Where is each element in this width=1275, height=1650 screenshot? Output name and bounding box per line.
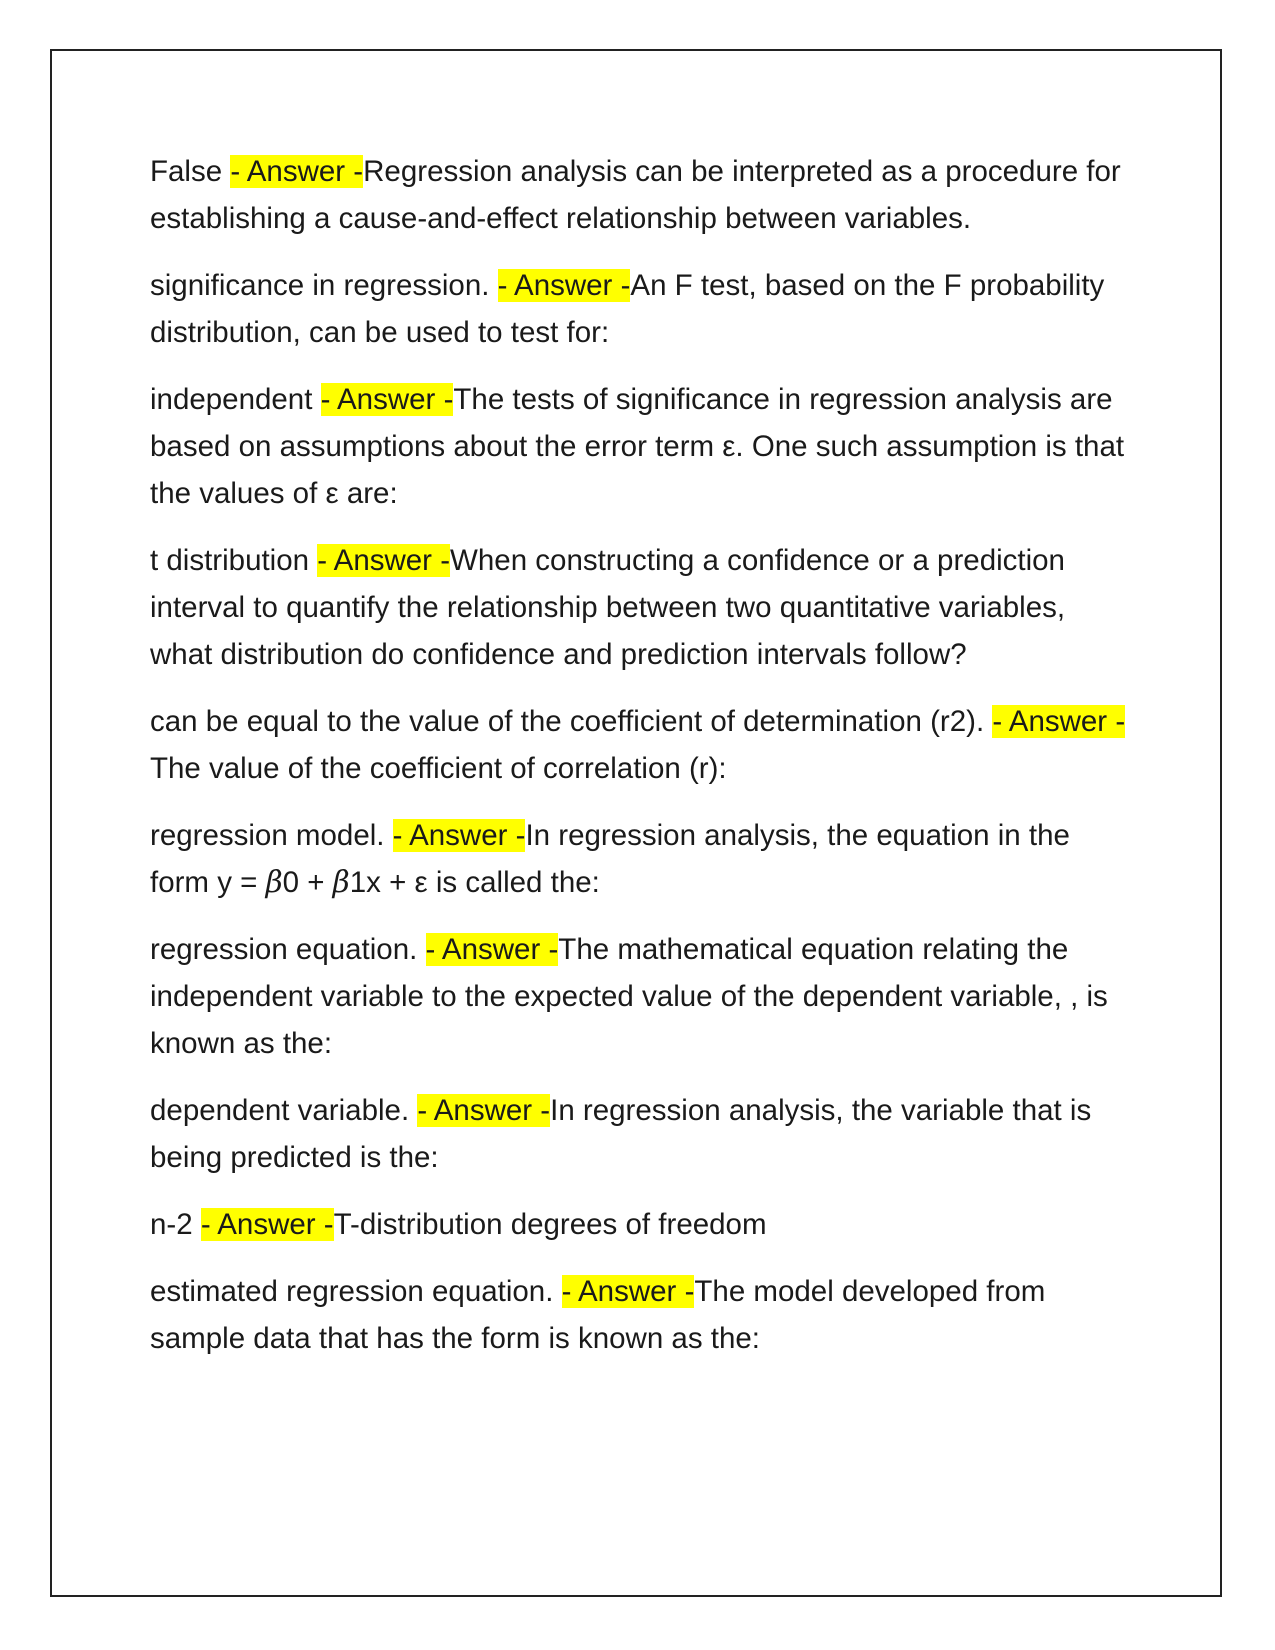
question-text: The model developed from sample data that has the form is known as the:: [150, 1275, 1046, 1355]
answer-marker: - Answer -: [425, 933, 559, 966]
question-text: In regression analysis, the variable that is being predicted is the:: [150, 1094, 1092, 1174]
answer-marker: - Answer -: [230, 155, 364, 188]
question-text: In regression analysis, the equation in the form y = 𝛽0 + 𝛽1x + ε is called the:: [150, 819, 1070, 899]
answer-marker: - Answer -: [317, 544, 451, 577]
document-body: [150, 148, 1130, 1382]
question-text: An F test, based on the F probability distribution, can be used to test for:: [150, 269, 1105, 349]
answer-marker: - Answer -: [417, 1094, 551, 1127]
answer-text: regression model.: [150, 819, 393, 852]
question-text: Regression analysis can be interpreted as a procedure for establishing a cause-and-effect relationship between variables.: [150, 155, 1121, 235]
answer-text: can be equal to the value of the coefficient of determination (r2).: [150, 705, 993, 738]
answer-marker: - Answer -: [497, 269, 631, 302]
answer-text: independent: [150, 383, 321, 416]
beta-symbol: 𝛽: [332, 865, 350, 899]
question-text: T-distribution degrees of freedom: [333, 1208, 767, 1241]
qa-item-3: [150, 376, 1130, 517]
qa-item-4: [150, 537, 1130, 678]
question-text: The mathematical equation relating the independent variable to the expected value of the dependent variable, , is known as the:: [150, 933, 1108, 1060]
qa-item-1: [150, 148, 1130, 242]
answer-text: False: [150, 155, 231, 188]
answer-marker: - Answer -: [200, 1208, 334, 1241]
answer-text: significance in regression.: [150, 269, 498, 302]
qa-item-6: [150, 812, 1130, 906]
answer-marker: - Answer -: [320, 383, 454, 416]
beta-symbol: 𝛽: [265, 865, 283, 899]
question-text: The value of the coefficient of correlation (r):: [150, 752, 727, 785]
answer-text: dependent variable.: [150, 1094, 418, 1127]
answer-text: n-2: [150, 1208, 201, 1241]
qa-item-8: [150, 1087, 1130, 1181]
qa-item-5: [150, 698, 1130, 792]
qa-item-2: [150, 262, 1130, 356]
answer-text: regression equation.: [150, 933, 426, 966]
qa-item-9: [150, 1201, 1130, 1248]
answer-marker: - Answer -: [561, 1275, 695, 1308]
answer-text: t distribution: [150, 544, 318, 577]
answer-text: estimated regression equation.: [150, 1275, 562, 1308]
qa-item-7: [150, 926, 1130, 1067]
question-text: When constructing a confidence or a prediction interval to quantify the relationship between two quantitative variables, what distribution do confidence and prediction intervals follow?: [150, 544, 1066, 671]
question-text: The tests of significance in regression analysis are based on assumptions about the error term ε. One such assumption is that the values of ε are:: [150, 383, 1125, 510]
answer-marker: - Answer -: [992, 705, 1126, 738]
answer-marker: - Answer -: [392, 819, 526, 852]
qa-item-10: [150, 1268, 1130, 1362]
